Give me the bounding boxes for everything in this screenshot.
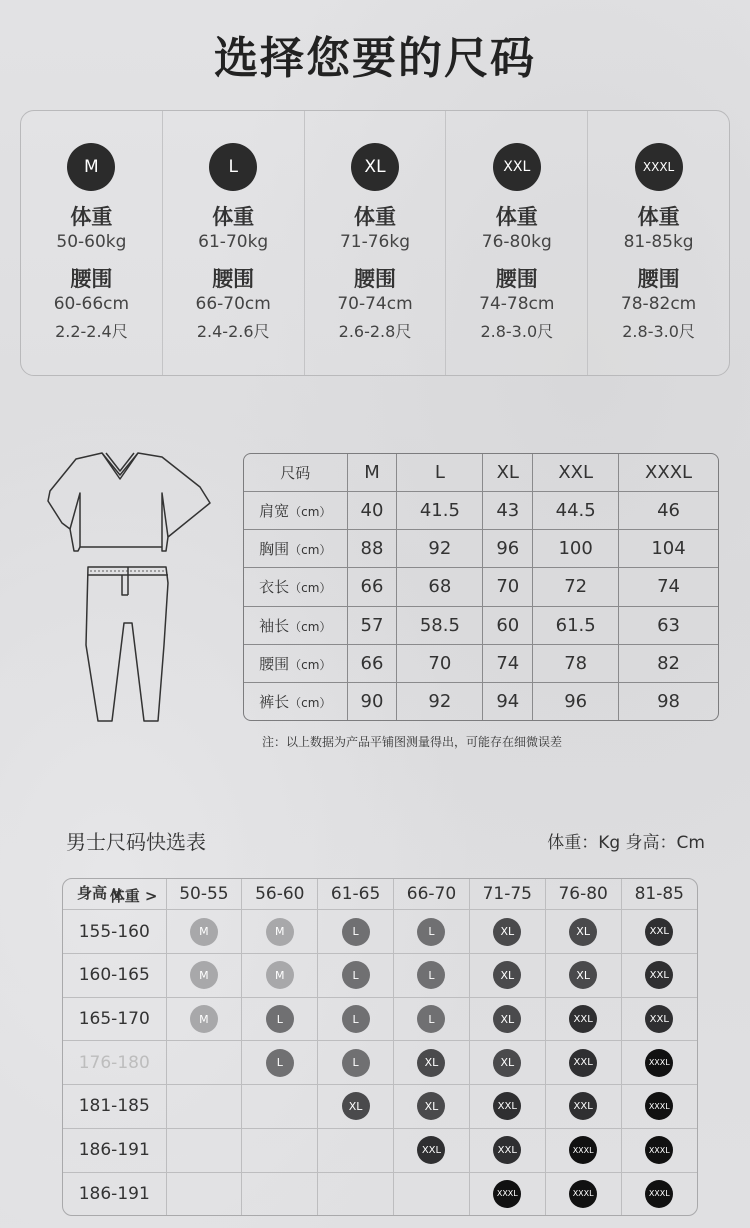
measure-cell: 43 (483, 491, 533, 529)
quick-cell-empty (242, 1128, 318, 1172)
quick-weight-header: 50-55 (166, 879, 242, 910)
waist-label: 腰围 (70, 267, 113, 291)
measure-cell: 74 (483, 644, 533, 682)
weight-label: 体重 (353, 205, 396, 229)
size-badge: XXXL (635, 143, 683, 191)
measure-size-header: M (347, 454, 397, 491)
measure-size-header: XXL (533, 454, 619, 491)
quick-weight-header: 66-70 (394, 879, 470, 910)
quick-cell (545, 997, 621, 1041)
weight-label: 体重 (212, 205, 255, 229)
quick-select-units: 体重：Kg 身高：Cm (547, 833, 705, 853)
measure-cell: 66 (347, 568, 397, 606)
size-dot: XXL (569, 1005, 597, 1033)
measure-cell: 96 (533, 683, 619, 720)
measure-size-header: L (397, 454, 483, 491)
measure-row-unit: （cm） (289, 504, 332, 519)
quick-cell (166, 954, 242, 998)
weight-label: 体重 (637, 205, 680, 229)
measure-row-name: 裤长 (259, 693, 290, 712)
size-dot: XXL (645, 918, 673, 946)
measure-cell: 40 (347, 491, 397, 529)
size-card-xl (304, 111, 446, 375)
measure-cell: 66 (347, 644, 397, 682)
quick-select-title: 男士尺码快选表 (66, 830, 206, 854)
quick-weight-header: 56-60 (242, 879, 318, 910)
measure-cell: 46 (619, 491, 718, 529)
quick-cell (166, 997, 242, 1041)
size-dot: XXL (493, 1092, 521, 1120)
measure-cell: 88 (347, 530, 397, 568)
size-dot: L (342, 918, 370, 946)
size-measurement-table (243, 453, 719, 721)
measure-cell: 96 (483, 530, 533, 568)
measure-cell: 90 (347, 683, 397, 720)
measure-cell: 61.5 (533, 606, 619, 644)
quick-height-label: 176-180 (63, 1041, 166, 1085)
waist-label: 腰围 (212, 267, 255, 291)
quick-height-label: 186-191 (63, 1172, 166, 1215)
quick-row (63, 1041, 697, 1085)
size-dot: XXL (569, 1049, 597, 1077)
size-dot: L (342, 1005, 370, 1033)
measure-size-header: XL (483, 454, 533, 491)
size-dot: M (266, 918, 294, 946)
size-card-m (21, 111, 162, 375)
waist-chi-range: 2.6-2.8尺 (338, 322, 412, 341)
garment-illustration (40, 445, 220, 735)
quick-select-table (62, 878, 698, 1216)
waist-label: 腰围 (353, 267, 396, 291)
measure-row-name: 袖长 (259, 616, 290, 635)
measure-row-label (244, 530, 347, 568)
quick-cell (621, 997, 697, 1041)
quick-cell-empty (318, 1128, 394, 1172)
quick-cell (394, 1128, 470, 1172)
weight-label: 体重 (495, 205, 538, 229)
weight-label: 体重 (70, 205, 113, 229)
quick-cell (242, 954, 318, 998)
quick-corner (63, 879, 166, 910)
quick-cell (621, 1041, 697, 1085)
measure-row-name: 肩宽 (259, 501, 290, 520)
measure-row-unit: （cm） (289, 543, 332, 558)
measure-row (244, 606, 718, 644)
size-dot: M (266, 961, 294, 989)
quick-cell (621, 910, 697, 954)
size-dot: XXXL (645, 1092, 673, 1120)
measure-row (244, 568, 718, 606)
waist-cm-range: 70-74cm (337, 294, 413, 314)
waist-chi-range: 2.8-3.0尺 (622, 322, 695, 341)
quick-cell (621, 954, 697, 998)
quick-cell (469, 1041, 545, 1085)
measure-cell: 72 (533, 568, 619, 606)
measure-cell: 78 (533, 644, 619, 682)
measure-row-unit: （cm） (289, 619, 332, 634)
quick-height-label: 165-170 (63, 997, 166, 1041)
measure-cell: 68 (397, 568, 483, 606)
measure-cell: 70 (397, 644, 483, 682)
waist-chi-range: 2.2-2.4尺 (55, 322, 128, 341)
quick-cell-empty (318, 1172, 394, 1215)
measure-row-name: 胸围 (259, 540, 290, 559)
size-dot: XL (569, 918, 597, 946)
size-dot: L (342, 1049, 370, 1077)
size-dot: L (417, 961, 445, 989)
measure-cell: 58.5 (397, 606, 483, 644)
size-dot: XXXL (493, 1180, 521, 1208)
quick-cell (469, 954, 545, 998)
quick-cell (166, 910, 242, 954)
quick-weight-header: 81-85 (621, 879, 697, 910)
size-badge: L (209, 143, 257, 191)
size-dot: XXXL (569, 1180, 597, 1208)
size-card-l (162, 111, 304, 375)
quick-cell (242, 997, 318, 1041)
measure-row-label (244, 606, 347, 644)
size-dot: XXL (493, 1136, 521, 1164)
size-dot: XXXL (645, 1136, 673, 1164)
measure-row (244, 530, 718, 568)
page-title: 选择您要的尺码 (214, 33, 536, 84)
quick-cell (318, 1041, 394, 1085)
quick-cell (545, 1085, 621, 1129)
measure-row (244, 491, 718, 529)
size-dot: M (190, 1005, 218, 1033)
quick-cell-empty (166, 1172, 242, 1215)
quick-cell (469, 997, 545, 1041)
size-card-xxxl (587, 111, 729, 375)
measure-row (244, 644, 718, 682)
measure-cell: 57 (347, 606, 397, 644)
weight-range: 61-70kg (198, 232, 269, 252)
quick-cell (394, 1041, 470, 1085)
quick-cell (621, 1085, 697, 1129)
size-dot: XXXL (569, 1136, 597, 1164)
measurement-note: 注：以上数据为产品平铺图测量得出，可能存在细微误差 (262, 735, 563, 749)
waist-cm-range: 78-82cm (620, 294, 697, 314)
size-dot: XL (417, 1049, 445, 1077)
quick-cell (621, 1128, 697, 1172)
quick-cell-empty (166, 1128, 242, 1172)
measure-row-label (244, 491, 347, 529)
measure-row (244, 683, 718, 720)
size-dot: XXL (569, 1092, 597, 1120)
quick-cell-empty (166, 1085, 242, 1129)
weight-range: 71-76kg (339, 232, 411, 252)
quick-cell (318, 910, 394, 954)
quick-cell (318, 1085, 394, 1129)
waist-cm-range: 66-70cm (195, 294, 271, 314)
measure-corner: 尺码 (244, 454, 347, 491)
size-dot: M (190, 961, 218, 989)
measure-size-header: XXXL (619, 454, 718, 491)
waist-cm-range: 74-78cm (479, 294, 555, 314)
quick-cell (469, 1128, 545, 1172)
size-dot: L (417, 1005, 445, 1033)
weight-range: 50-60kg (56, 232, 127, 252)
quick-cell (242, 1041, 318, 1085)
quick-weight-header: 71-75 (469, 879, 545, 910)
measure-row-label (244, 683, 347, 720)
size-dot: L (342, 961, 370, 989)
size-dot: L (417, 918, 445, 946)
size-dot: XL (493, 1005, 521, 1033)
quick-weight-header: 61-65 (318, 879, 394, 910)
measure-row-label (244, 644, 347, 682)
measure-row-unit: （cm） (289, 696, 332, 711)
measure-cell: 98 (619, 683, 718, 720)
quick-cell (545, 1172, 621, 1215)
quick-cell (469, 1172, 545, 1215)
size-dot: XXXL (645, 1049, 673, 1077)
measure-cell: 104 (619, 530, 718, 568)
quick-row (63, 954, 697, 998)
corner-weight-label: 体重 > (109, 887, 158, 905)
waist-cm-range: 60-66cm (53, 294, 130, 314)
size-dot: M (190, 918, 218, 946)
measure-cell: 92 (397, 683, 483, 720)
measure-row-name: 衣长 (259, 578, 290, 597)
quick-cell (394, 910, 470, 954)
size-dot: XXL (417, 1136, 445, 1164)
weight-range: 81-85kg (623, 232, 694, 252)
quick-row (63, 910, 697, 954)
size-dot: XXXL (645, 1180, 673, 1208)
quick-cell (545, 954, 621, 998)
quick-cell (545, 1041, 621, 1085)
quick-cell-empty (166, 1041, 242, 1085)
quick-cell (318, 997, 394, 1041)
size-badge: XL (351, 143, 399, 191)
measure-header-row (244, 454, 718, 491)
quick-row (63, 1085, 697, 1129)
quick-cell (545, 1128, 621, 1172)
measure-cell: 92 (397, 530, 483, 568)
quick-height-label: 160-165 (63, 954, 166, 998)
corner-height-label: 身高 v (77, 884, 123, 903)
quick-cell (469, 910, 545, 954)
size-dot: XL (493, 918, 521, 946)
measure-row-label (244, 568, 347, 606)
size-card-xxl (445, 111, 587, 375)
waist-label: 腰围 (495, 267, 538, 291)
quick-cell (242, 910, 318, 954)
quick-weight-header: 76-80 (545, 879, 621, 910)
size-dot: L (266, 1049, 294, 1077)
quick-cell (318, 954, 394, 998)
size-cards-panel (20, 110, 730, 376)
size-dot: XXL (645, 1005, 673, 1033)
quick-row (63, 1172, 697, 1215)
quick-cell (394, 997, 470, 1041)
measure-row-unit: （cm） (289, 657, 332, 672)
quick-height-label: 181-185 (63, 1085, 166, 1129)
quick-cell (394, 1085, 470, 1129)
quick-cell-empty (242, 1172, 318, 1215)
quick-cell (469, 1085, 545, 1129)
waist-label: 腰围 (637, 267, 680, 291)
measure-cell: 63 (619, 606, 718, 644)
weight-range: 76-80kg (481, 232, 552, 252)
size-badge: XXL (493, 143, 541, 191)
measure-row-name: 腰围 (259, 654, 290, 673)
quick-height-label: 155-160 (63, 910, 166, 954)
size-dot: XXL (645, 961, 673, 989)
measure-cell: 100 (533, 530, 619, 568)
measure-cell: 41.5 (397, 491, 483, 529)
waist-chi-range: 2.4-2.6尺 (196, 322, 270, 341)
size-dot: XL (417, 1092, 445, 1120)
measure-cell: 94 (483, 683, 533, 720)
waist-chi-range: 2.8-3.0尺 (480, 322, 554, 341)
measure-cell: 70 (483, 568, 533, 606)
measure-cell: 60 (483, 606, 533, 644)
quick-row (63, 1128, 697, 1172)
quick-cell-empty (394, 1172, 470, 1215)
measure-cell: 44.5 (533, 491, 619, 529)
size-badge: M (67, 143, 115, 191)
quick-cell-empty (242, 1085, 318, 1129)
measure-row-unit: （cm） (289, 581, 332, 596)
size-dot: L (266, 1005, 294, 1033)
quick-height-label: 186-191 (63, 1128, 166, 1172)
measure-cell: 74 (619, 568, 718, 606)
quick-header-row (63, 879, 697, 910)
size-dot: XL (493, 1049, 521, 1077)
measure-cell: 82 (619, 644, 718, 682)
quick-cell (621, 1172, 697, 1215)
size-dot: XL (342, 1092, 370, 1120)
size-dot: XL (493, 961, 521, 989)
quick-cell (545, 910, 621, 954)
size-dot: XL (569, 961, 597, 989)
quick-row (63, 997, 697, 1041)
quick-cell (394, 954, 470, 998)
